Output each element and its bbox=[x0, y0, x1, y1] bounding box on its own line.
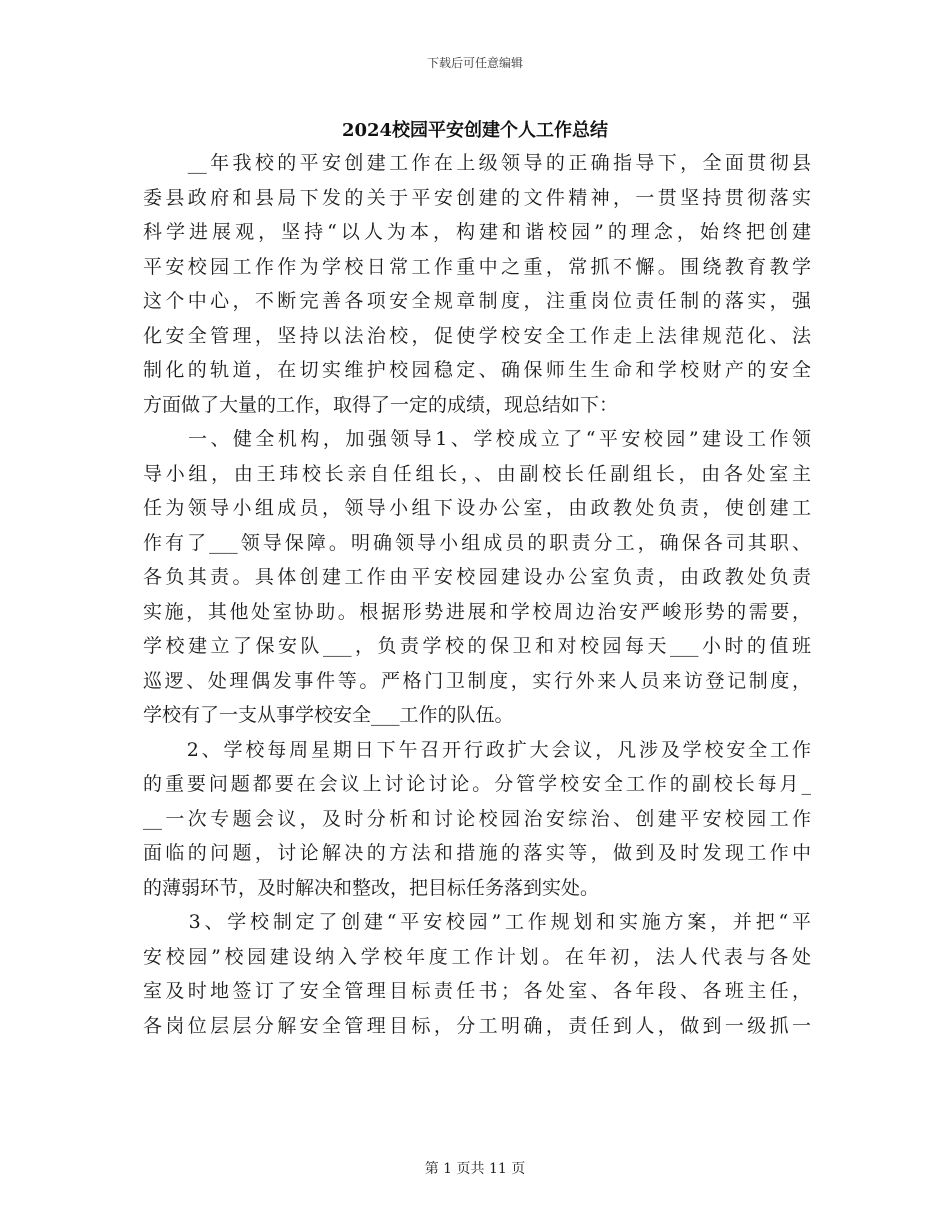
text-line: 实施，其他处室协助。根据形势进展和学校周边治安严峻形势的需要， bbox=[143, 600, 811, 623]
text-line: __一次专题会议，及时分析和讨论校园治安综治、创建平安校园工作 bbox=[143, 807, 811, 830]
page-number-footer: 第 1 页共 11 页 bbox=[424, 1161, 526, 1177]
text-line: 安校园”校园建设纳入学校年度工作计划。在年初，法人代表与各处 bbox=[143, 945, 811, 968]
text-line: 面临的问题，讨论解决的方法和措施的落实等，做到及时发现工作中 bbox=[143, 842, 811, 864]
text-line: 这个中心，不断完善各项安全规章制度，注重岗位责任制的落实，强 bbox=[143, 290, 811, 312]
text-line: 委县政府和县局下发的关于平安创建的文件精神，一贯坚持贯彻落实 bbox=[143, 186, 811, 209]
text-line: 2、学校每周星期日下午召开行政扩大会议，凡涉及学校安全工作 bbox=[143, 738, 811, 761]
text-line: 平安校园工作作为学校日常工作重中之重，常抓不懈。围绕教育教学 bbox=[143, 255, 811, 278]
paragraph-1 bbox=[143, 146, 811, 422]
text-line: 巡逻、处理偶发事件等。严格门卫制度，实行外来人员来访登记制度， bbox=[143, 669, 811, 692]
text-line: 作有了___领导保障。明确领导小组成员的职责分工，确保各司其职、 bbox=[143, 531, 811, 554]
text-line: 学校有了一支从事学校安全___工作的队伍。 bbox=[143, 704, 514, 726]
text-line: 科学进展观，坚持“以人为本，构建和谐校园”的理念，始终把创建 bbox=[143, 221, 811, 243]
text-line: 方面做了大量的工作，取得了一定的成绩，现总结如下： bbox=[143, 393, 619, 416]
text-line: 的薄弱环节，及时解决和整改，把目标任务落到实处。 bbox=[143, 876, 600, 899]
text-line: __年我校的平安创建工作在上级领导的正确指导下，全面贯彻县 bbox=[143, 152, 811, 174]
text-line: 任为领导小组成员，领导小组下设办公室，由政教处负责，使创建工 bbox=[143, 497, 811, 519]
text-line: 室及时地签订了安全管理目标责任书；各处室、各年段、各班主任， bbox=[143, 980, 811, 1002]
paragraph-3 bbox=[143, 733, 811, 906]
text-line: 的重要问题都要在会议上讨论讨论。分管学校安全工作的副校长每月_ bbox=[143, 773, 811, 795]
text-line: 化安全管理，坚持以法治校，促使学校安全工作走上法律规范化、法 bbox=[143, 324, 811, 347]
document-body bbox=[143, 146, 811, 1043]
document-title: 2024校园平安创建个人工作总结 bbox=[341, 120, 609, 141]
text-line: 制化的轨道，在切实维护校园稳定、确保师生生命和学校财产的安全 bbox=[143, 359, 811, 381]
text-line: 导小组，由王玮校长亲自任组长，、由副校长任副组长，由各处室主 bbox=[143, 462, 811, 485]
paragraph-4 bbox=[143, 905, 811, 1043]
text-line: 各岗位层层分解安全管理目标，分工明确，责任到人，做到一级抓一 bbox=[143, 1014, 811, 1037]
text-line: 3、学校制定了创建“平安校园”工作规划和实施方案，并把“平 bbox=[143, 911, 811, 933]
text-line: 学校建立了保安队___，负责学校的保卫和对校园每天___小时的值班 bbox=[143, 635, 811, 657]
text-line: 一、健全机构，加强领导1、学校成立了“平安校园”建设工作领 bbox=[143, 428, 811, 450]
header-note: 下载后可任意编辑 bbox=[426, 56, 523, 70]
paragraph-2 bbox=[143, 422, 811, 733]
text-line: 各负其责。具体创建工作由平安校园建设办公室负责，由政教处负责 bbox=[143, 566, 811, 588]
